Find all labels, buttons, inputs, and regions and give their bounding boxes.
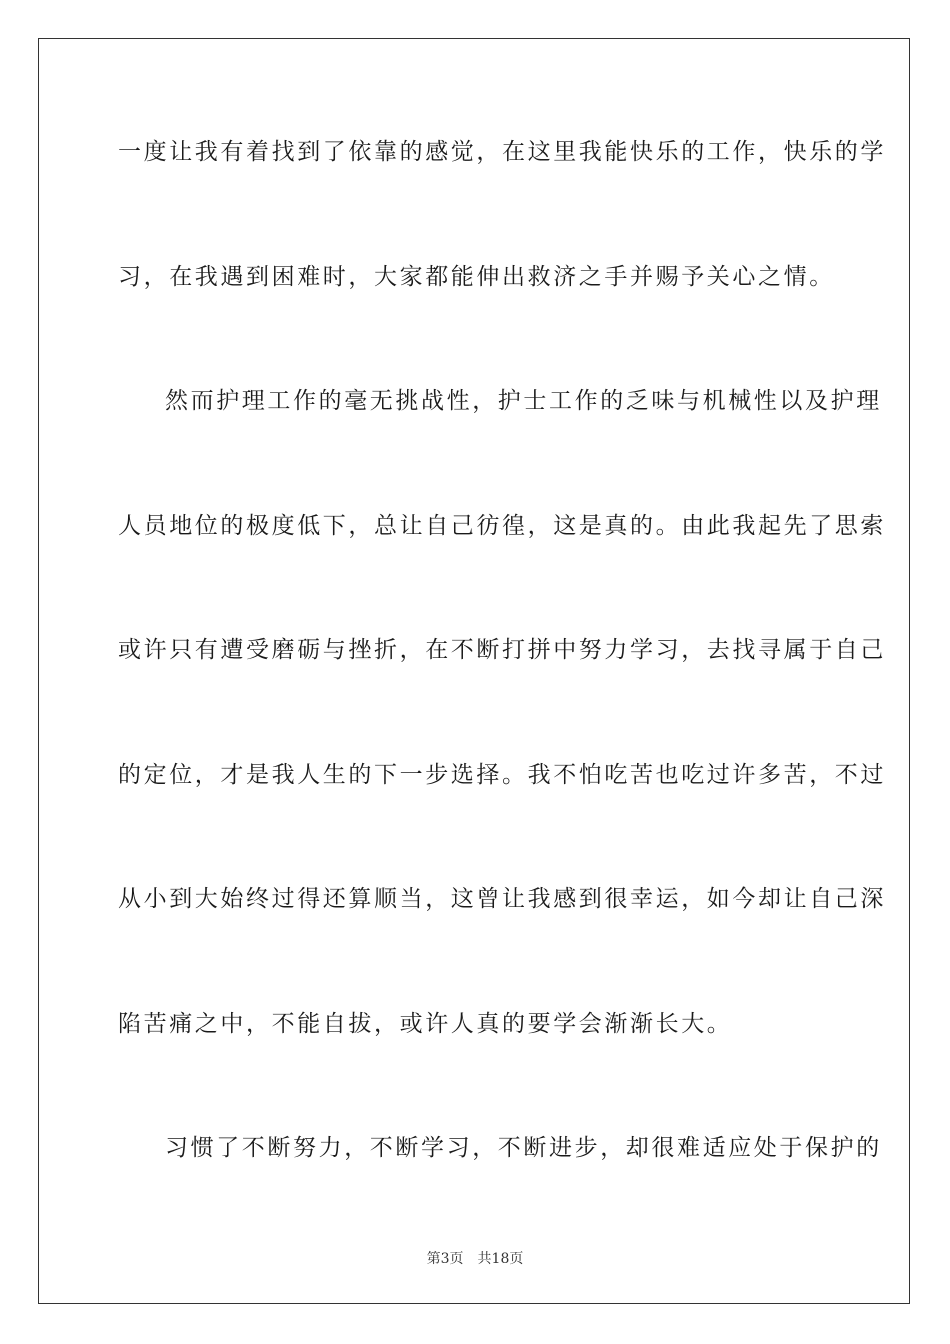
paragraph-line: 习，在我遇到困难时，大家都能伸出救济之手并赐予关心之情。 [118, 264, 835, 290]
page-footer [0, 1248, 950, 1268]
page-number: 第3页 [426, 1251, 464, 1267]
paragraph-line: 从小到大始终过得还算顺当，这曾让我感到很幸运，如今却让自己深 [118, 886, 886, 912]
paragraph-line: 陷苦痛之中，不能自拔，或许人真的要学会渐渐长大。 [118, 1011, 733, 1037]
paragraph-line: 然而护理工作的毫无挑战性，护士工作的乏味与机械性以及护理 [165, 388, 882, 414]
paragraph-line: 人员地位的极度低下，总让自己彷徨，这是真的。由此我起先了思索 [118, 513, 886, 539]
page-border [38, 38, 910, 1304]
total-pages: 共18页 [477, 1251, 524, 1267]
paragraph-line: 一度让我有着找到了依靠的感觉，在这里我能快乐的工作，快乐的学 [118, 139, 886, 165]
paragraph-line: 的定位，才是我人生的下一步选择。我不怕吃苦也吃过许多苦，不过 [118, 762, 886, 788]
paragraph-line: 或许只有遭受磨砺与挫折，在不断打拼中努力学习，去找寻属于自己 [118, 637, 886, 663]
paragraph-line: 习惯了不断努力，不断学习，不断进步，却很难适应处于保护的 [165, 1135, 882, 1161]
